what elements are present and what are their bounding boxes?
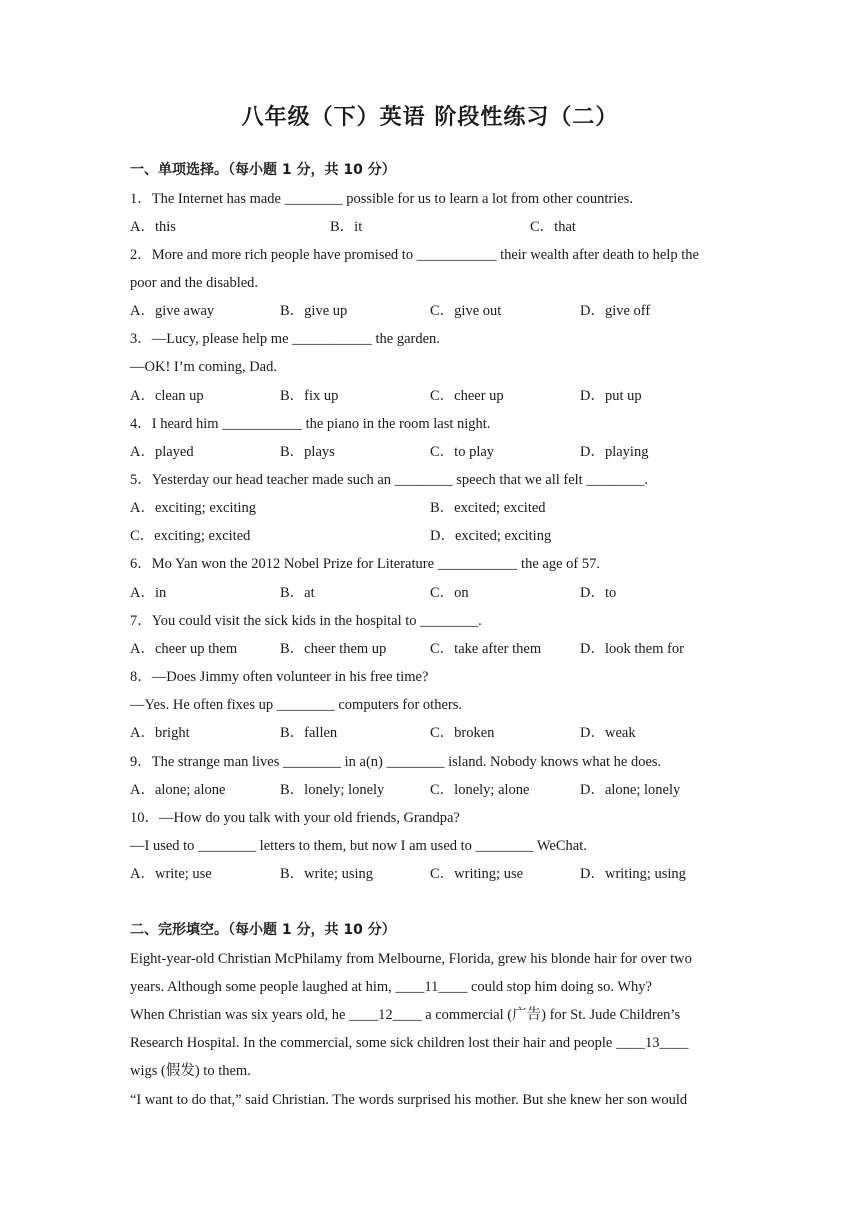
question-2-stem-line1: 2．More and more rich people have promised to ___________ their wealth after death to help the	[130, 247, 699, 263]
question-3-stem-line1: 3．—Lucy, please help me ___________ the garden.	[130, 331, 440, 347]
question-5-option-b: B．excited; excited	[430, 500, 546, 516]
question-7-stem: 7．You could visit the sick kids in the hospital to ________.	[130, 613, 482, 629]
question-6-option-c: C．on	[430, 585, 469, 601]
question-10-option-a: A．write; use	[130, 866, 212, 882]
question-5-stem: 5．Yesterday our head teacher made such an ________ speech that we all felt ________.	[130, 472, 648, 488]
question-1-option-c: C．that	[530, 219, 576, 235]
question-9-option-d: D．alone; lonely	[580, 782, 681, 798]
question-6-option-a: A．in	[130, 585, 167, 601]
question-4-option-d: D．playing	[580, 444, 649, 460]
question-3-option-a: A．clean up	[130, 388, 204, 404]
question-8-stem-line2: —Yes. He often fixes up ________ computers for others.	[130, 697, 462, 713]
question-2-option-b: B．give up	[280, 303, 348, 319]
question-4-stem: 4．I heard him ___________ the piano in the room last night.	[130, 416, 491, 432]
passage-line: years. Although some people laughed at him, ____11____ could stop him doing so. Why?	[130, 979, 652, 995]
question-8-option-a: A．bright	[130, 725, 190, 741]
question-8-option-b: B．fallen	[280, 725, 338, 741]
question-1-stem: 1．The Internet has made ________ possible for us to learn a lot from other countries.	[130, 191, 633, 207]
question-6-option-d: D．to	[580, 585, 617, 601]
question-7-option-d: D．look them for	[580, 641, 684, 657]
question-2-option-a: A．give away	[130, 303, 215, 319]
question-9-option-a: A．alone; alone	[130, 782, 226, 798]
question-4-option-c: C．to play	[430, 444, 495, 460]
question-7-option-c: C．take after them	[430, 641, 542, 657]
passage-line: When Christian was six years old, he ____12____ a commercial (广告) for St. Jude Children’s	[130, 1007, 681, 1023]
question-8-stem-line1: 8．—Does Jimmy often volunteer in his free time?	[130, 669, 429, 685]
passage-line: wigs (假发) to them.	[130, 1063, 251, 1079]
question-3-option-b: B．fix up	[280, 388, 339, 404]
question-10-stem-line2: —I used to ________ letters to them, but now I am used to ________ WeChat.	[130, 838, 587, 854]
question-7-option-b: B．cheer them up	[280, 641, 387, 657]
question-5-option-d: D．excited; exciting	[430, 528, 552, 544]
section2-heading: 二、完形填空。（每小题 1 分，共 10 分）	[130, 922, 396, 938]
page-title: 八年级（下）英语 阶段性练习（二）	[241, 105, 619, 130]
question-2-option-d: D．give off	[580, 303, 651, 319]
question-3-option-d: D．put up	[580, 388, 642, 404]
passage-line: Research Hospital. In the commercial, some sick children lost their hair and people ____13____	[130, 1035, 689, 1051]
question-10-stem-line1: 10．—How do you talk with your old friends, Grandpa?	[130, 810, 460, 826]
passage-line: “I want to do that,” said Christian. The words surprised his mother. But she knew her son would	[130, 1092, 688, 1108]
question-5-option-a: A．exciting; exciting	[130, 500, 257, 516]
question-4-option-a: A．played	[130, 444, 194, 460]
question-9-stem: 9．The strange man lives ________ in a(n) ________ island. Nobody knows what he does.	[130, 754, 662, 770]
question-5-option-c: C．exciting; excited	[130, 528, 251, 544]
question-8-option-d: D．weak	[580, 725, 636, 741]
question-3-stem-line2: —OK! I’m coming, Dad.	[130, 359, 277, 375]
question-2-stem-line2: poor and the disabled.	[130, 275, 259, 291]
question-9-option-c: C．lonely; alone	[430, 782, 530, 798]
passage-line: Eight-year-old Christian McPhilamy from Melbourne, Florida, grew his blonde hair for over two	[130, 951, 692, 967]
question-10-option-c: C．writing; use	[430, 866, 524, 882]
question-2-option-c: C．give out	[430, 303, 502, 319]
question-9-option-b: B．lonely; lonely	[280, 782, 385, 798]
question-6-stem: 6．Mo Yan won the 2012 Nobel Prize for Literature ___________ the age of 57.	[130, 556, 600, 572]
question-7-option-a: A．cheer up them	[130, 641, 238, 657]
question-4-option-b: B．plays	[280, 444, 335, 460]
question-10-option-d: D．writing; using	[580, 866, 686, 882]
question-8-option-c: C．broken	[430, 725, 495, 741]
question-1-option-a: A．this	[130, 219, 176, 235]
question-6-option-b: B．at	[280, 585, 315, 601]
question-3-option-c: C．cheer up	[430, 388, 504, 404]
question-10-option-b: B．write; using	[280, 866, 374, 882]
question-1-option-b: B．it	[330, 219, 363, 235]
section1-heading: 一、单项选择。（每小题 1 分，共 10 分）	[130, 162, 396, 178]
